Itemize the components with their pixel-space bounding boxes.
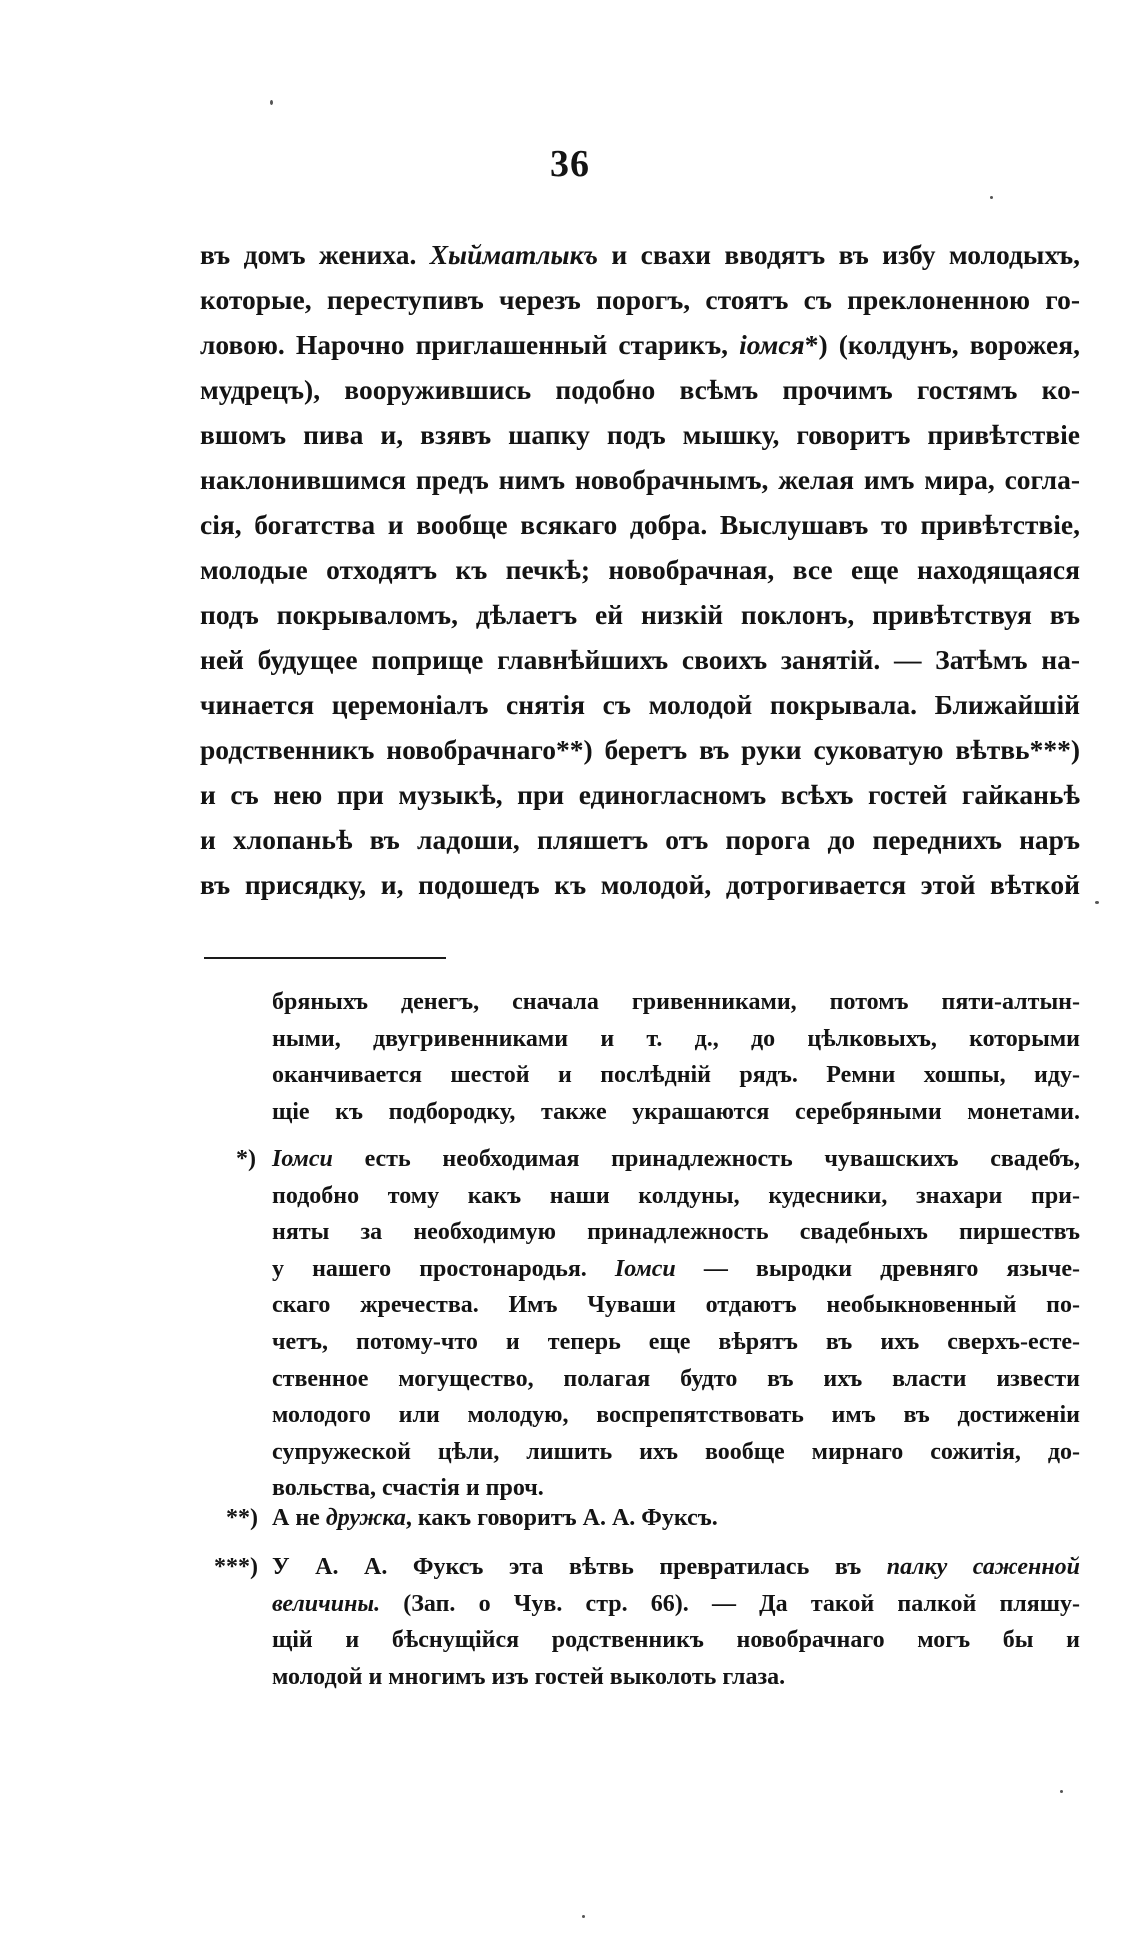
main-body-text: [200, 232, 1080, 907]
text-run: есть необходимая принадлежность чувашскихъ свадебъ,: [332, 1146, 1080, 1172]
text-run: въ домъ жениха.: [200, 239, 430, 270]
text-run: которые, переступивъ черезъ порогъ, стоятъ съ преклоненною го-: [200, 284, 1080, 315]
text-run: вольства, счастiя и проч.: [272, 1475, 544, 1502]
text-line: [200, 502, 1080, 547]
text-run: скаго жречества. Имъ Чуваши отдаютъ необыкновенный по-: [272, 1292, 1080, 1319]
text-line: [200, 592, 1080, 637]
text-run: подобно тому какъ наши колдуны, кудесники, знахари при-: [272, 1182, 1080, 1209]
text-run: ней будущее поприще главнѣйшихъ своихъ занятiй. — Затѣмъ на-: [200, 644, 1080, 675]
text-run: супружеской цѣли, лишить ихъ вообще мирнаго сожитiя, до-: [272, 1438, 1080, 1465]
text-line: [200, 772, 1080, 817]
text-run: вшомъ пива и, взявъ шапку подъ мышку, говоритъ привѣтствiе: [200, 419, 1080, 450]
text-line: [200, 322, 1080, 367]
italic-text-run: Хыйматлыкъ: [429, 239, 599, 270]
footnote-line: [272, 1178, 1080, 1215]
footnote-separator-rule: [204, 957, 446, 959]
italic-text-run: iомся: [739, 329, 805, 360]
footnote-1: [272, 1141, 1080, 1507]
footnote-line: [272, 1434, 1080, 1471]
footnote-line: [272, 1324, 1080, 1361]
text-run: родственникъ новобрачнаго**) беретъ въ руки суковатую вѣтвь***): [200, 734, 1080, 765]
text-line: [200, 232, 1080, 277]
footnote-line: [272, 1251, 1080, 1288]
footnote-marker-3: ***): [214, 1554, 258, 1580]
footnote-line: [272, 1287, 1080, 1324]
text-line: [200, 547, 1080, 592]
text-run: подъ покрываломъ, дѣлаетъ ей низкiй поклонъ, привѣтствуя въ: [200, 599, 1080, 630]
scan-speck: [990, 196, 993, 199]
footnote-marker-2: **): [226, 1505, 258, 1531]
text-run: и свахи вводятъ въ избу молодыхъ,: [598, 239, 1080, 270]
text-line: [200, 412, 1080, 457]
text-run: няты за необходимую принадлежность свадебныхъ пиршествъ: [272, 1219, 1080, 1246]
footnote-line: ными, двугривенниками и т. д., до цѣлковыхъ, которыми: [272, 1025, 1080, 1052]
text-line: [200, 682, 1080, 727]
text-line: [200, 727, 1080, 772]
text-run: и съ нею при музыкѣ, при единогласномъ всѣхъ гостей гайканьѣ: [200, 779, 1080, 810]
footnote-line: [272, 1141, 1080, 1178]
footnote-line: щiе къ подбородку, также украшаются серебряными монетами.: [272, 1098, 1080, 1125]
footnote-line: [272, 1659, 1080, 1696]
text-run: ловою. Нарочно приглашенный старикъ,: [200, 329, 740, 360]
text-run: сiя, богатства и вообще всякаго добра. Выслушавъ то привѣтствiе,: [200, 509, 1080, 540]
text-run: у нашего простонародья.: [272, 1255, 615, 1282]
footnote-continuation: [272, 984, 1080, 1130]
text-run: молодого или молодую, воспрепятствовать имъ въ достиженiи: [272, 1402, 1080, 1429]
text-line: [200, 367, 1080, 412]
text-run: *) (колдунъ, ворожея,: [804, 329, 1081, 360]
text-line: [200, 637, 1080, 682]
scan-speck: [1095, 901, 1099, 904]
footnote-3: [272, 1549, 1080, 1695]
footnote-line: [272, 1549, 1080, 1586]
italic-text-run: дружка: [325, 1505, 406, 1531]
text-run: , какъ говоритъ А. А. Фуксъ.: [405, 1505, 718, 1531]
scan-speck: [582, 1915, 585, 1918]
text-line: [200, 457, 1080, 502]
text-run: чинается церемонiалъ снятiя съ молодой покрывала. Ближайшiй: [200, 689, 1080, 720]
text-run: А не: [272, 1505, 326, 1531]
text-run: — выродки древняго языче-: [675, 1255, 1080, 1282]
text-run: щiй и бѣснущiйся родственникъ новобрачнаго могъ бы и: [272, 1627, 1080, 1654]
text-line: [200, 862, 1080, 907]
italic-text-run: Iомси: [272, 1146, 333, 1172]
footnote-line: [272, 1397, 1080, 1434]
page-number: 36: [550, 143, 590, 185]
footnote-line: [272, 1361, 1080, 1398]
footnote-line: [272, 1622, 1080, 1659]
italic-text-run: палку саженной: [886, 1554, 1080, 1580]
text-run: У А. А. Фуксъ эта вѣтвь превратилась въ: [272, 1554, 887, 1580]
text-run: молодой и многимъ изъ гостей выколоть глаза.: [272, 1663, 786, 1690]
italic-text-run: величины.: [272, 1590, 381, 1617]
text-run: четъ, потому-что и теперь еще вѣрятъ въ ихъ сверхъ-есте-: [272, 1328, 1080, 1355]
scan-speck: [1060, 1790, 1063, 1793]
text-line: [200, 277, 1080, 322]
footnote-line: [272, 1500, 1080, 1537]
text-run: (Зап. о Чув. стр. 66). — Да такой палкой пляшу-: [380, 1590, 1080, 1617]
footnote-2: [272, 1500, 1080, 1537]
scan-speck: [270, 100, 273, 105]
footnote-marker-1: *): [236, 1146, 256, 1172]
text-line: [200, 817, 1080, 862]
text-run: и хлопаньѣ въ ладоши, пляшетъ отъ порога до переднихъ наръ: [200, 824, 1080, 855]
footnote-line: оканчивается шестой и послѣднiй рядъ. Ремни хошпы, иду-: [272, 1062, 1080, 1089]
text-run: молодые отходятъ къ печкѣ; новобрачная, все еще находящаяся: [200, 554, 1080, 585]
text-run: мудрецъ), вооружившись подобно всѣмъ прочимъ гостямъ ко-: [200, 374, 1080, 405]
text-run: въ присядку, и, подошедъ къ молодой, дотрогивается этой вѣткой: [200, 869, 1080, 900]
footnote-line: [272, 1214, 1080, 1251]
text-run: ственное могущество, полагая будто въ ихъ власти извести: [272, 1365, 1080, 1392]
italic-text-run: Iомси: [614, 1255, 676, 1282]
footnote-line: бряныхъ денегъ, сначала гривенниками, потомъ пяти-алтын-: [272, 989, 1080, 1015]
text-run: наклонившимся предъ нимъ новобрачнымъ, желая имъ мира, согла-: [200, 464, 1080, 495]
footnote-line: [272, 1586, 1080, 1623]
